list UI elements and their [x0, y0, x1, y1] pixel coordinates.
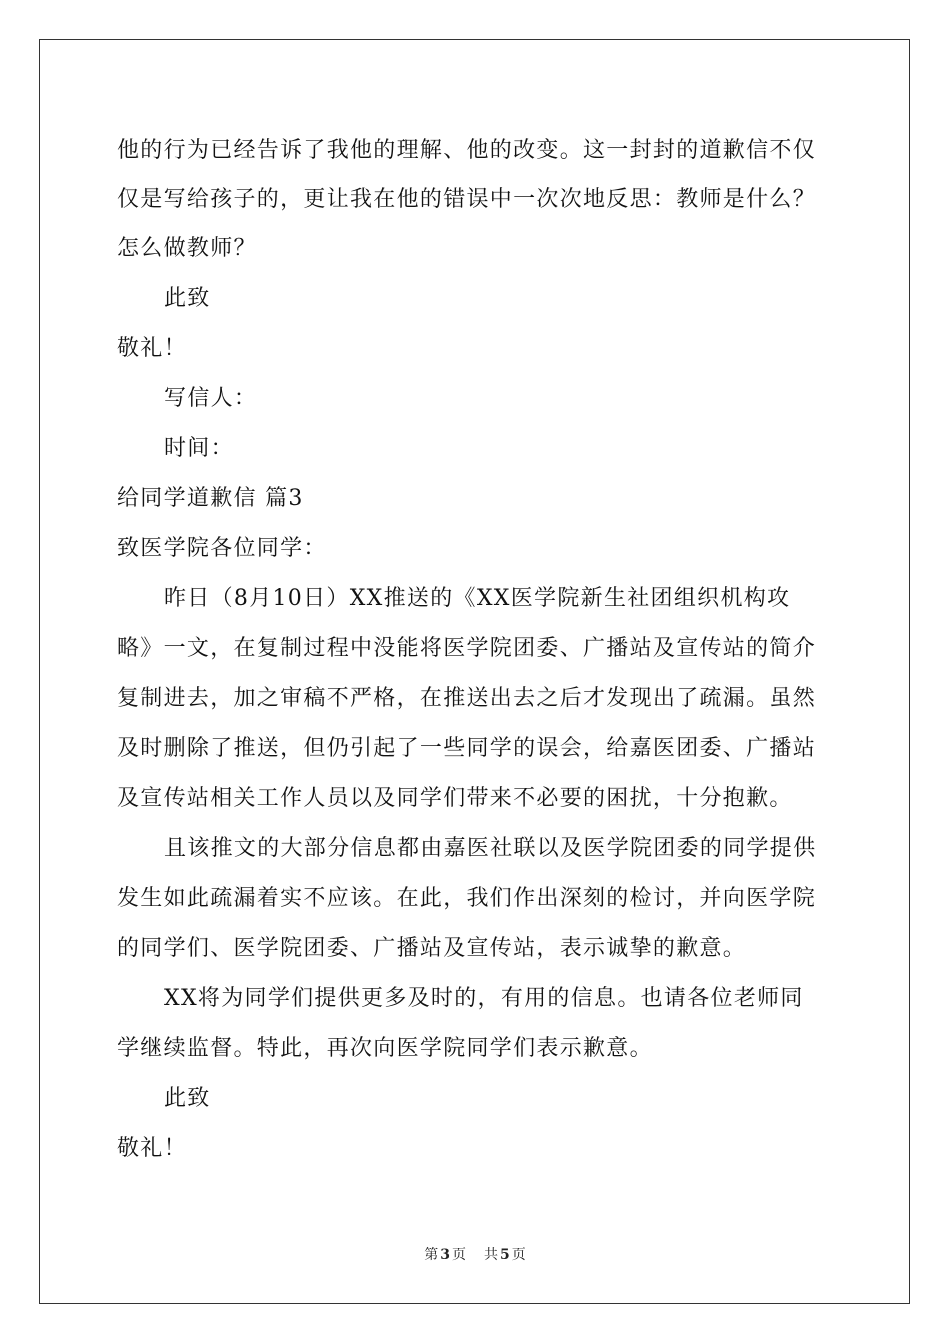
greeting: 致医学院各位同学：: [117, 536, 327, 561]
section-heading: 给同学道歉信 篇3: [117, 486, 304, 511]
page-prefix: 第: [424, 1247, 439, 1263]
closing-respect: 敬礼！: [117, 1136, 187, 1161]
body-line: 昨日（8月10日）XX推送的《XX医学院新生社团组织机构攻: [164, 586, 791, 611]
body-line: 复制进去，加之审稿不严格，在推送出去之后才发现出了疏漏。虽然: [117, 686, 817, 711]
body-line: 仅是写给孩子的，更让我在他的错误中一次次地反思：教师是什么？: [117, 187, 817, 212]
body-line: 的同学们、医学院团委、广播站及宣传站，表示诚挚的歉意。: [117, 936, 747, 961]
closing-salutation: 此致: [164, 1086, 211, 1111]
body-line: 及宣传站相关工作人员以及同学们带来不必要的困扰，十分抱歉。: [117, 786, 793, 811]
body-line: 及时删除了推送，但仍引起了一些同学的误会，给嘉医团委、广播站: [117, 736, 817, 761]
body-line: 学继续监督。特此，再次向医学院同学们表示歉意。: [117, 1036, 653, 1061]
body-line: 发生如此疏漏着实不应该。在此，我们作出深刻的检讨，并向医学院: [117, 886, 817, 911]
body-line: 略》一文，在复制过程中没能将医学院团委、广播站及宣传站的简介: [117, 636, 817, 661]
page-border: [39, 39, 910, 1304]
total-pages: 5: [500, 1247, 510, 1263]
closing-respect: 敬礼！: [117, 336, 187, 361]
body-line: 他的行为已经告诉了我他的理解、他的改变。这一封封的道歉信不仅: [117, 138, 817, 163]
body-line: 且该推文的大部分信息都由嘉医社联以及医学院团委的同学提供: [164, 836, 817, 861]
signature-label: 写信人：: [164, 386, 258, 411]
total-prefix: 共: [484, 1247, 498, 1263]
total-suffix: 页: [511, 1247, 526, 1263]
body-line: 怎么做教师？: [117, 236, 257, 261]
date-label: 时间：: [164, 436, 234, 461]
body-line: XX将为同学们提供更多及时的，有用的信息。也请各位老师同: [164, 986, 804, 1011]
page-suffix: 页: [452, 1247, 466, 1263]
closing-salutation: 此致: [164, 286, 211, 311]
page-number: 3: [440, 1247, 450, 1263]
page-footer: [0, 1246, 950, 1264]
